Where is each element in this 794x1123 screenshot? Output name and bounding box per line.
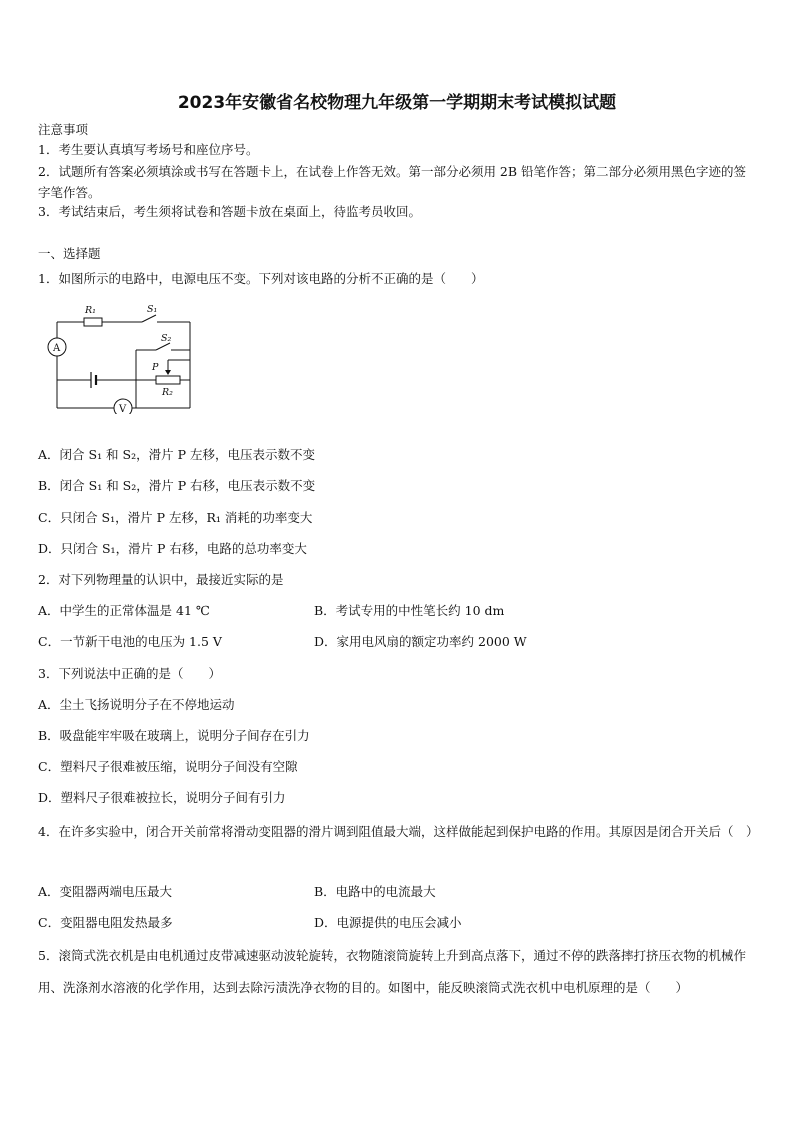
q4-option-a: A．变阻器两端电压最大 xyxy=(38,884,173,899)
q1-option-c: C．只闭合 S₁，滑片 P 左移，R₁ 消耗的功率变大 xyxy=(38,510,313,525)
switch-s1 xyxy=(142,315,156,322)
q3-stem: 3．下列说法中正确的是（ ） xyxy=(38,666,221,681)
exam-title: 2023年安徽省名校物理九年级第一学期期末考试模拟试题 xyxy=(177,93,617,113)
q4-stem: 4．在许多实验中，闭合开关前常将滑动变阻器的滑片调到阻值最大端，这样做能起到保护电路的作用。其原因是闭合开关后（ ） xyxy=(38,824,759,839)
rheostat-r2 xyxy=(156,376,180,384)
circuit-diagram xyxy=(44,298,204,414)
q2-stem: 2．对下列物理量的认识中，最接近实际的是 xyxy=(38,572,284,587)
s2-label: S₂ xyxy=(161,333,172,344)
ammeter-label: A xyxy=(53,343,61,354)
notice-item-2: 2．试题所有答案必须填涂或书写在答题卡上，在试卷上作答无效。第一部分必须用 2B 铅笔作答；第二部分必须用黑色字迹的签字笔作答。 xyxy=(38,164,747,200)
q2-option-a: A．中学生的正常体温是 41 ℃ xyxy=(38,603,210,618)
q1-option-a: A．闭合 S₁ 和 S₂，滑片 P 左移，电压表示数不变 xyxy=(38,447,315,462)
s1-label: S₁ xyxy=(147,304,158,315)
q1-option-d: D．只闭合 S₁，滑片 P 右移，电路的总功率变大 xyxy=(38,541,307,556)
r1-label: R₁ xyxy=(85,305,96,316)
q4-option-c: C．变阻器电阻发热最多 xyxy=(38,915,173,930)
p-label: P xyxy=(152,362,159,373)
q2-option-b: B．考试专用的中性笔长约 10 dm xyxy=(314,603,505,618)
q3-option-b: B．吸盘能牢牢吸在玻璃上，说明分子间存在引力 xyxy=(38,728,310,743)
q3-option-a: A．尘土飞扬说明分子在不停地运动 xyxy=(38,697,235,712)
q4-option-d: D．电源提供的电压会减小 xyxy=(314,915,462,930)
notice-item-3: 3．考试结束后，考生须将试卷和答题卡放在桌面上，待监考员收回。 xyxy=(38,204,421,219)
voltmeter-label: V xyxy=(119,404,127,414)
q2-option-d: D．家用电风扇的额定功率约 2000 W xyxy=(314,634,527,649)
switch-s2 xyxy=(156,343,170,350)
q2-option-c: C．一节新干电池的电压为 1.5 V xyxy=(38,634,222,649)
notice-heading: 注意事项 xyxy=(38,122,89,137)
notice-item-1: 1．考生要认真填写考场号和座位序号。 xyxy=(38,142,259,157)
q1-option-b: B．闭合 S₁ 和 S₂，滑片 P 右移，电压表示数不变 xyxy=(38,478,316,493)
q5-stem: 5．滚筒式洗衣机是由电机通过皮带减速驱动波轮旋转，衣物随滚筒旋转上升到高点落下，通过不停的跌落摔打挤压衣物的机械作用、洗涤剂水溶液的化学作用，达到去除污渍洗净衣物的目的。如图中，能反映滚筒式洗衣机中电机原理的是（ ） xyxy=(38,948,746,995)
q3-option-d: D．塑料尺子很难被拉长，说明分子间有引力 xyxy=(38,790,286,805)
r2-label: R₂ xyxy=(162,387,173,398)
q4-option-b: B．电路中的电流最大 xyxy=(314,884,436,899)
q3-option-c: C．塑料尺子很难被压缩，说明分子间没有空隙 xyxy=(38,759,298,774)
q1-stem: 1．如图所示的电路中，电源电压不变。下列对该电路的分析不正确的是（ ） xyxy=(38,271,484,286)
resistor-r1 xyxy=(84,318,102,326)
section-heading: 一、选择题 xyxy=(38,246,101,261)
